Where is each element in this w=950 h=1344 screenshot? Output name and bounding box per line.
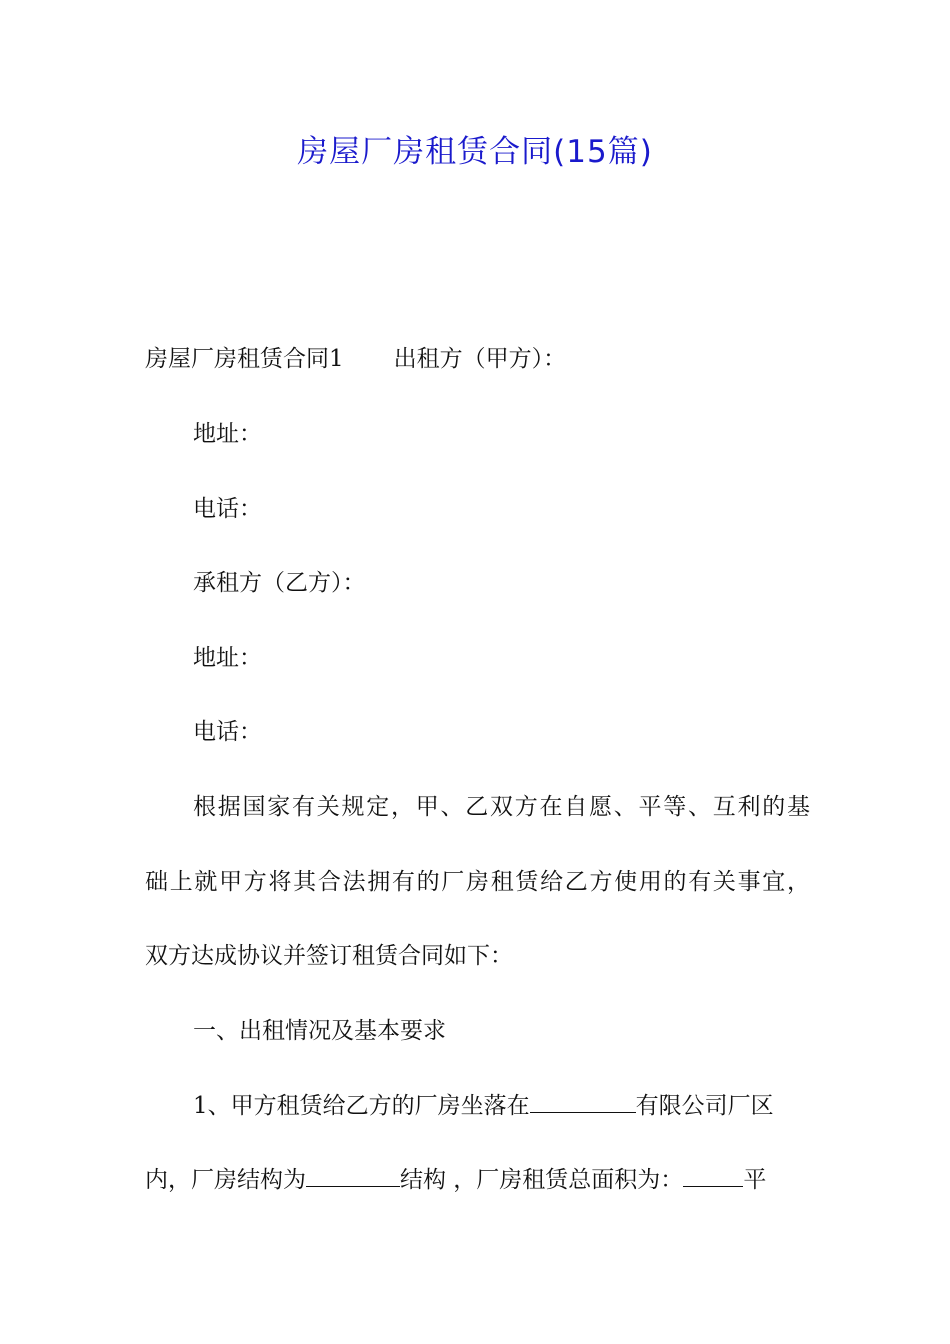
lessee-phone: 电话： [193, 719, 262, 745]
item-1-line-2 [145, 1164, 810, 1196]
item-1-text-a: 1、甲方租赁给乙方的厂房坐落在 [193, 1093, 530, 1119]
item-1-line2-text-c: 平 [743, 1167, 767, 1193]
item-1-text-b: 有限公司厂区 [635, 1093, 774, 1119]
company-name-blank [530, 1090, 636, 1113]
lessee-label: 承租方（乙方）： [193, 570, 366, 596]
section-heading-1: 一、出租情况及基本要求 [193, 1018, 446, 1044]
heading-line [145, 343, 810, 375]
lessor-address: 地址： [193, 421, 262, 447]
lessee-address: 地址： [193, 645, 262, 671]
document-title: 房屋厂房租赁合同(15篇) [297, 134, 653, 170]
item-1-line2-text-b: 结构 ，厂房租赁总面积为： [400, 1167, 684, 1193]
intro-paragraph-line-2: 础上就甲方将其合法拥有的厂房租赁给乙方使用的有关事宜， [145, 869, 810, 895]
structure-blank [306, 1164, 400, 1187]
intro-paragraph-line-3: 双方达成协议并签订租赁合同如下： [145, 943, 513, 969]
intro-paragraph-line-1: 根据国家有关规定，甲、乙双方在自愿、平等、互利的基 [193, 794, 810, 820]
lessor-phone: 电话： [193, 496, 262, 522]
lessor-label: 出租方（甲方）： [393, 346, 567, 372]
item-1-line-1 [193, 1090, 810, 1122]
area-blank [683, 1164, 743, 1187]
item-1-line2-text-a: 内，厂房结构为 [145, 1167, 306, 1193]
contract-heading: 房屋厂房租赁合同1 [145, 346, 344, 372]
